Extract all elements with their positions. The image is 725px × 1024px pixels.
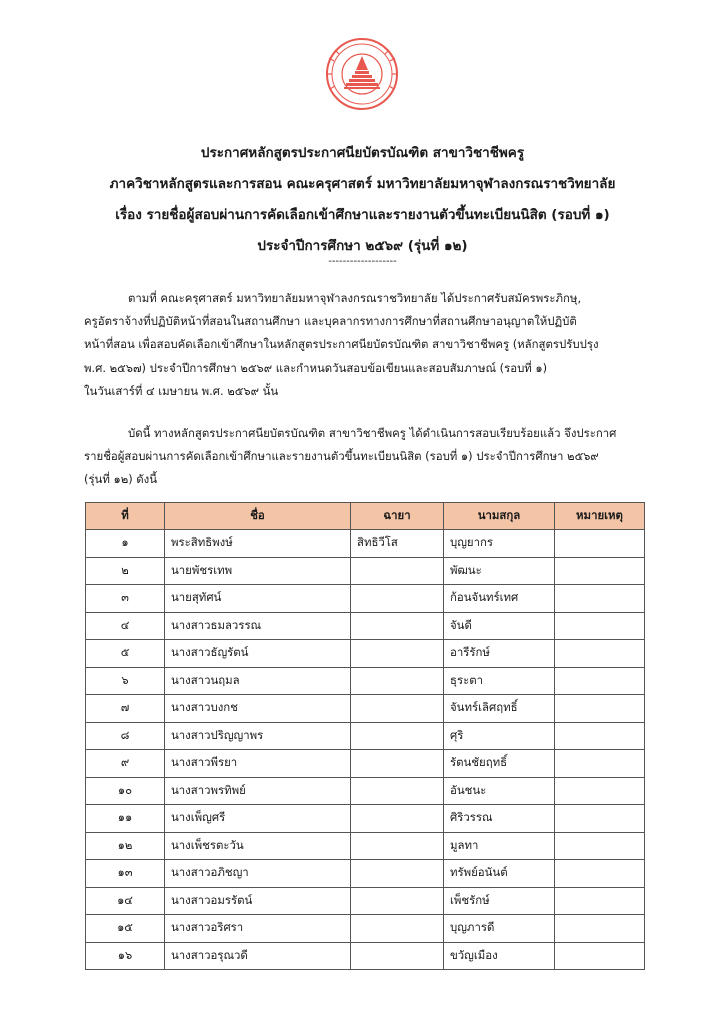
table-row	[86, 640, 645, 668]
cell-surname: ศุริ	[444, 722, 555, 750]
col-header-monastic-name: ฉายา	[351, 503, 444, 530]
cell-name: นางสาวอภิชญา	[165, 860, 351, 888]
cell-surname: รัตนชัยฤทธิ์	[444, 750, 555, 778]
cell-monastic-name	[351, 612, 444, 640]
table-row	[86, 832, 645, 860]
table-row	[86, 887, 645, 915]
cell-number: ๗	[86, 695, 165, 723]
title-line-3: เรื่อง รายชื่อผู้สอบผ่านการคัดเลือกเข้าศึกษาและรายงานตัวขึ้นทะเบียนนิสิต (รอบที่ ๑)	[115, 207, 610, 223]
cell-monastic-name	[351, 667, 444, 695]
cell-name: นางเพ็ชรตะวัน	[165, 832, 351, 860]
cell-remarks	[555, 612, 645, 640]
cell-remarks	[555, 750, 645, 778]
cell-monastic-name	[351, 722, 444, 750]
cell-surname: ธุระตา	[444, 667, 555, 695]
col-header-name: ชื่อ	[165, 503, 351, 530]
paragraph-line: (รุ่นที่ ๑๒) ดังนี้	[84, 472, 158, 487]
cell-monastic-name	[351, 915, 444, 943]
cell-name: นางสาวปริญญาพร	[165, 722, 351, 750]
cell-surname: อันชนะ	[444, 777, 555, 805]
cell-remarks	[555, 777, 645, 805]
cell-remarks	[555, 722, 645, 750]
paragraph-line: รายชื่อผู้สอบผ่านการคัดเลือกเข้าศึกษาและรายงานตัวขึ้นทะเบียนนิสิต (รอบที่ ๑) ประจำปีการศึกษา ๒๕๖๙	[84, 449, 599, 464]
cell-number: ๑๒	[86, 832, 165, 860]
cell-surname: ขวัญเมือง	[444, 942, 555, 970]
cell-surname: ก้อนจันทร์เทศ	[444, 585, 555, 613]
cell-remarks	[555, 805, 645, 833]
cell-monastic-name	[351, 750, 444, 778]
cell-number: ๘	[86, 722, 165, 750]
cell-monastic-name	[351, 695, 444, 723]
cell-surname: มูลทา	[444, 832, 555, 860]
cell-name: นายพัชรเทพ	[165, 557, 351, 585]
cell-name: พระสิทธิพงษ์	[165, 530, 351, 558]
cell-surname: อารีรักษ์	[444, 640, 555, 668]
cell-name: นางเพ็ญศรี	[165, 805, 351, 833]
cell-surname: จันดี	[444, 612, 555, 640]
cell-name: นางสาวพรทิพย์	[165, 777, 351, 805]
paragraph-line: ตามที่ คณะครุศาสตร์ มหาวิทยาลัยมหาจุฬาลงกรณราชวิทยาลัย ได้ประกาศรับสมัครพระภิกษุ,	[128, 291, 582, 305]
cell-remarks	[555, 695, 645, 723]
cell-name: นางสาวอรุณวดี	[165, 942, 351, 970]
cell-number: ๑	[86, 530, 165, 558]
roster-table-body	[86, 530, 645, 970]
title-divider: -------------------	[328, 256, 397, 267]
cell-number: ๑๖	[86, 942, 165, 970]
paragraph-line: ในวันเสาร์ที่ ๔ เมษายน พ.ศ. ๒๕๖๙ นั้น	[84, 383, 279, 398]
cell-remarks	[555, 530, 645, 558]
cell-number: ๒	[86, 557, 165, 585]
table-row	[86, 557, 645, 585]
cell-surname: จันทร์เลิศฤทธิ์	[444, 695, 555, 723]
cell-remarks	[555, 915, 645, 943]
paragraph-line: ครูอัตราจ้างที่ปฏิบัติหน้าที่สอนในสถานศึกษา และบุคลากรทางการศึกษาที่สถานศึกษาอนุญาตให้ปฏิบัติ	[84, 314, 577, 329]
cell-remarks	[555, 585, 645, 613]
cell-monastic-name	[351, 777, 444, 805]
cell-number: ๑๓	[86, 860, 165, 888]
cell-monastic-name	[351, 640, 444, 668]
announcement-title	[60, 138, 665, 262]
cell-name: นางสาวนฤมล	[165, 667, 351, 695]
cell-number: ๑๕	[86, 915, 165, 943]
cell-number: ๓	[86, 585, 165, 613]
table-row	[86, 805, 645, 833]
table-row	[86, 860, 645, 888]
cell-name: นางสาวอริศรา	[165, 915, 351, 943]
paragraph-line: บัดนี้ ทางหลักสูตรประกาศนียบัตรบัณฑิต สาขาวิชาชีพครู ได้ดำเนินการสอบเรียบร้อยแล้ว จึงประกาศ	[128, 426, 617, 440]
cell-monastic-name	[351, 942, 444, 970]
cell-number: ๕	[86, 640, 165, 668]
cell-monastic-name: สิทธิวีโส	[351, 530, 444, 558]
cell-number: ๖	[86, 667, 165, 695]
cell-monastic-name	[351, 887, 444, 915]
cell-surname: บุญภารดี	[444, 915, 555, 943]
table-header-row	[86, 503, 645, 530]
roster-table	[85, 502, 645, 970]
cell-surname: เพ็ชรักษ์	[444, 887, 555, 915]
cell-name: นางสาวธมลวรรณ	[165, 612, 351, 640]
table-row	[86, 777, 645, 805]
cell-monastic-name	[351, 860, 444, 888]
cell-remarks	[555, 942, 645, 970]
table-row	[86, 530, 645, 558]
cell-number: ๔	[86, 612, 165, 640]
cell-number: ๑๐	[86, 777, 165, 805]
cell-surname: บุญยากร	[444, 530, 555, 558]
table-row	[86, 750, 645, 778]
cell-surname: ทรัพย์อนันต์	[444, 860, 555, 888]
table-row	[86, 667, 645, 695]
title-line-4: ประจำปีการศึกษา ๒๕๖๙ (รุ่นที่ ๑๒)	[257, 238, 468, 254]
cell-name: นายสุทัศน์	[165, 585, 351, 613]
cell-monastic-name	[351, 557, 444, 585]
col-header-number: ที่	[86, 503, 165, 530]
col-header-surname: นามสกุล	[444, 503, 555, 530]
title-line-1: ประกาศหลักสูตรประกาศนียบัตรบัณฑิต สาขาวิชาชีพครู	[200, 145, 525, 161]
cell-remarks	[555, 832, 645, 860]
cell-name: นางสาวพีรยา	[165, 750, 351, 778]
paragraph-1	[84, 287, 644, 403]
col-header-remarks: หมายเหตุ	[555, 503, 645, 530]
cell-monastic-name	[351, 585, 444, 613]
cell-remarks	[555, 557, 645, 585]
cell-monastic-name	[351, 832, 444, 860]
cell-number: ๑๑	[86, 805, 165, 833]
cell-remarks	[555, 860, 645, 888]
cell-number: ๙	[86, 750, 165, 778]
table-row	[86, 915, 645, 943]
cell-remarks	[555, 887, 645, 915]
cell-name: นางสาวธัญรัตน์	[165, 640, 351, 668]
institution-seal-icon	[315, 36, 409, 112]
cell-remarks	[555, 667, 645, 695]
table-row	[86, 722, 645, 750]
cell-remarks	[555, 640, 645, 668]
cell-name: นางสาวอมรรัตน์	[165, 887, 351, 915]
table-row	[86, 612, 645, 640]
cell-surname: ศิริวรรณ	[444, 805, 555, 833]
paragraph-2	[84, 422, 644, 492]
cell-name: นางสาวบงกช	[165, 695, 351, 723]
table-row	[86, 942, 645, 970]
paragraph-line: หน้าที่สอน เพื่อสอบคัดเลือกเข้าศึกษาในหลักสูตรประกาศนียบัตรบัณฑิต สาขาวิชาชีพครู (หลักสูตรปรับปรุง	[84, 337, 599, 352]
cell-monastic-name	[351, 805, 444, 833]
paragraph-line: พ.ศ. ๒๕๖๗) ประจำปีการศึกษา ๒๕๖๙ และกำหนดวันสอบข้อเขียนและสอบสัมภาษณ์ (รอบที่ ๑)	[84, 360, 548, 375]
cell-surname: พัฒนะ	[444, 557, 555, 585]
table-row	[86, 695, 645, 723]
title-line-2: ภาควิชาหลักสูตรและการสอน คณะครุศาสตร์ มหาวิทยาลัยมหาจุฬาลงกรณราชวิทยาลัย	[109, 176, 616, 192]
cell-number: ๑๔	[86, 887, 165, 915]
table-row	[86, 585, 645, 613]
